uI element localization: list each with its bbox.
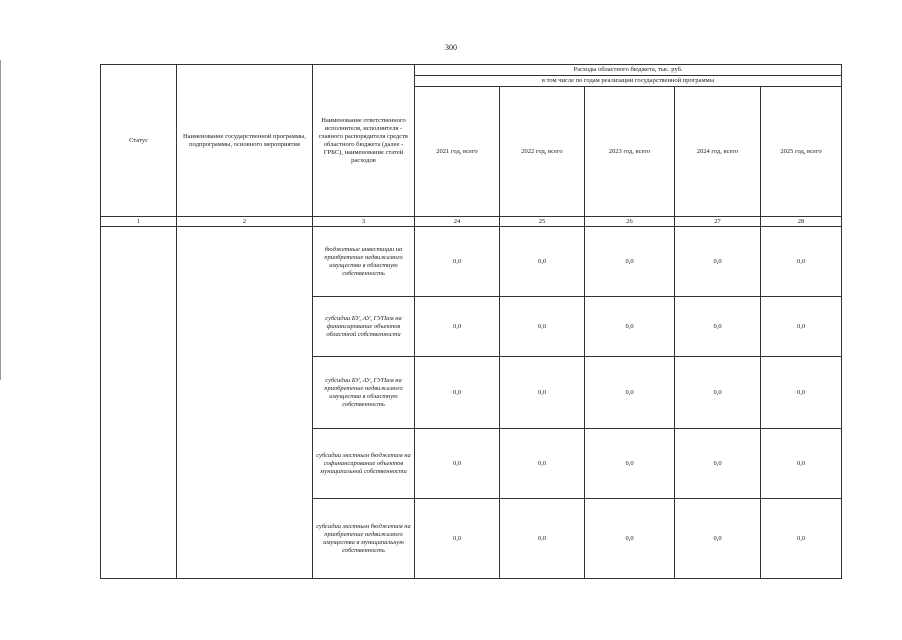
header-program-name: Наименование государственной программы, подпрограммы, основного мероприятия — [177, 65, 313, 217]
header-status: Статус — [101, 65, 177, 217]
value-2025: 0,0 — [761, 227, 842, 297]
expense-item-label: субсидии БУ, АУ, ГУПам на финансирование объектов областной собственности — [313, 297, 415, 357]
expense-item-label: субсидии местным бюджетам на софинансирование объектов муниципальной собственности — [313, 429, 415, 499]
value-2024: 0,0 — [675, 499, 761, 579]
value-2022: 0,0 — [500, 227, 585, 297]
column-number: 1 — [101, 217, 177, 227]
value-2023: 0,0 — [585, 227, 675, 297]
page-number: 300 — [445, 43, 457, 52]
column-number-row — [101, 217, 842, 227]
expense-item-label: субсидии БУ, АУ, ГУПам на приобретение недвижимого имущества в областную собственность — [313, 357, 415, 429]
value-2024: 0,0 — [675, 227, 761, 297]
column-number: 3 — [313, 217, 415, 227]
header-years-group: в том числе по годам реализации государственной программы — [415, 76, 842, 87]
expense-item-label: субсидии местным бюджетам на приобретение недвижимого имущества в муниципальную собственность — [313, 499, 415, 579]
header-year-2022: 2022 год, всего — [500, 87, 585, 217]
value-2021: 0,0 — [415, 227, 500, 297]
value-2021: 0,0 — [415, 499, 500, 579]
program-name-cell-empty — [177, 227, 313, 579]
value-2025: 0,0 — [761, 499, 842, 579]
value-2022: 0,0 — [500, 429, 585, 499]
column-number: 28 — [761, 217, 842, 227]
value-2023: 0,0 — [585, 499, 675, 579]
column-number: 24 — [415, 217, 500, 227]
value-2025: 0,0 — [761, 357, 842, 429]
value-2023: 0,0 — [585, 297, 675, 357]
value-2023: 0,0 — [585, 429, 675, 499]
status-cell-empty — [101, 227, 177, 579]
budget-table — [100, 64, 842, 579]
value-2025: 0,0 — [761, 297, 842, 357]
value-2021: 0,0 — [415, 297, 500, 357]
header-executor: Наименование ответственного исполнителя, исполнителя - главного распорядителя средств областного бюджета (далее - ГРБС), наименование статей расходов — [313, 65, 415, 217]
value-2022: 0,0 — [500, 297, 585, 357]
column-number: 25 — [500, 217, 585, 227]
value-2024: 0,0 — [675, 429, 761, 499]
value-2022: 0,0 — [500, 499, 585, 579]
value-2022: 0,0 — [500, 357, 585, 429]
value-2024: 0,0 — [675, 357, 761, 429]
header-year-2025: 2025 год, всего — [761, 87, 842, 217]
value-2025: 0,0 — [761, 429, 842, 499]
table-row — [101, 227, 842, 297]
value-2024: 0,0 — [675, 297, 761, 357]
value-2021: 0,0 — [415, 429, 500, 499]
expense-item-label: бюджетные инвестиции на приобретение недвижимого имущества в областную собственность — [313, 227, 415, 297]
value-2023: 0,0 — [585, 357, 675, 429]
header-year-2024: 2024 год, всего — [675, 87, 761, 217]
column-number: 26 — [585, 217, 675, 227]
scan-edge-line — [0, 60, 1, 380]
header-row-1 — [101, 65, 842, 76]
column-number: 27 — [675, 217, 761, 227]
header-year-2023: 2023 год, всего — [585, 87, 675, 217]
column-number: 2 — [177, 217, 313, 227]
header-year-2021: 2021 год, всего — [415, 87, 500, 217]
header-budget-group: Расходы областного бюджета, тыс. руб. — [415, 65, 842, 76]
value-2021: 0,0 — [415, 357, 500, 429]
